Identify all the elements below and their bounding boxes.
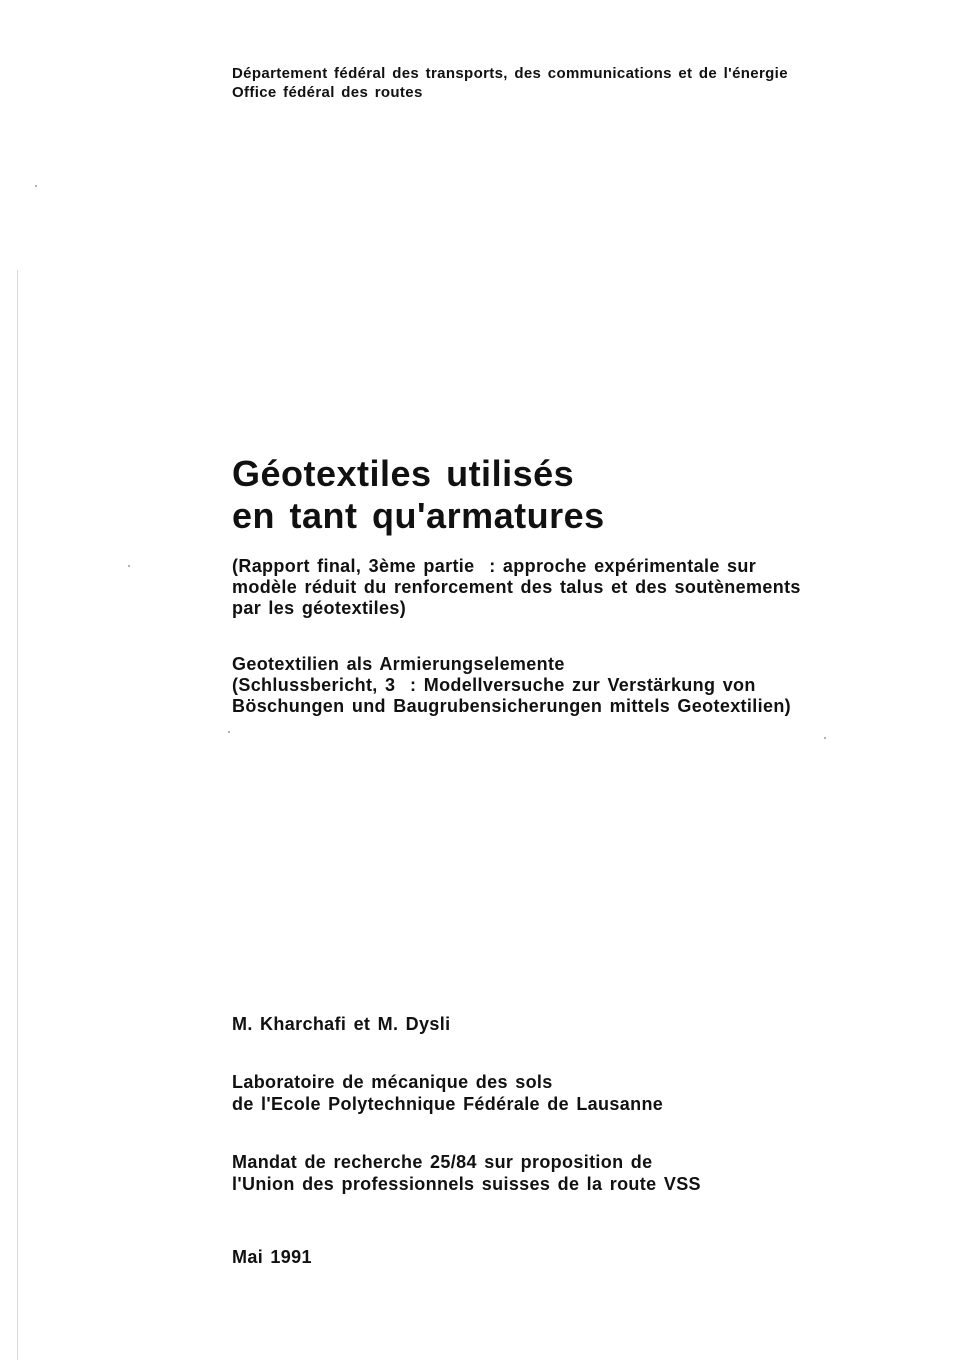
scan-speck	[228, 731, 230, 733]
german-subtitle-line-2: (Schlussbericht, 3 : Modellversuche zur Verstärkung von	[232, 675, 756, 695]
scan-page-edge	[17, 270, 18, 1360]
mandate-line-2: l'Union des professionnels suisses de la route VSS	[232, 1174, 701, 1194]
report-title	[232, 453, 605, 537]
title-line-1: Géotextiles utilisés	[232, 453, 575, 494]
office-name: Office fédéral des routes	[232, 84, 423, 101]
title-line-2: en tant qu'armatures	[232, 495, 605, 536]
french-subtitle-line-3: par les géotextiles)	[232, 598, 407, 618]
research-mandate	[232, 1151, 701, 1195]
scan-speck	[128, 565, 130, 567]
mandate-line-1: Mandat de recherche 25/84 sur proposition de	[232, 1152, 653, 1172]
scan-speck	[824, 737, 826, 739]
publication-date: Mai 1991	[232, 1247, 312, 1267]
scan-speck	[35, 185, 37, 187]
laboratory	[232, 1071, 663, 1115]
authors: M. Kharchafi et M. Dysli	[232, 1014, 451, 1034]
german-subtitle	[232, 654, 791, 717]
laboratory-line-2: de l'Ecole Polytechnique Fédérale de Lausanne	[232, 1094, 664, 1114]
french-subtitle-line-2: modèle réduit du renforcement des talus et des soutènements	[232, 577, 801, 597]
laboratory-line-1: Laboratoire de mécanique des sols	[232, 1072, 553, 1092]
department-name: Département fédéral des transports, des communications et de l'énergie	[232, 65, 788, 82]
german-subtitle-line-3: Böschungen und Baugrubensicherungen mittels Geotextilien)	[232, 696, 792, 716]
french-subtitle-line-1: (Rapport final, 3ème partie : approche expérimentale sur	[232, 556, 757, 576]
german-title: Geotextilien als Armierungselemente	[232, 654, 565, 674]
french-subtitle	[232, 556, 801, 619]
department-header	[232, 64, 788, 102]
